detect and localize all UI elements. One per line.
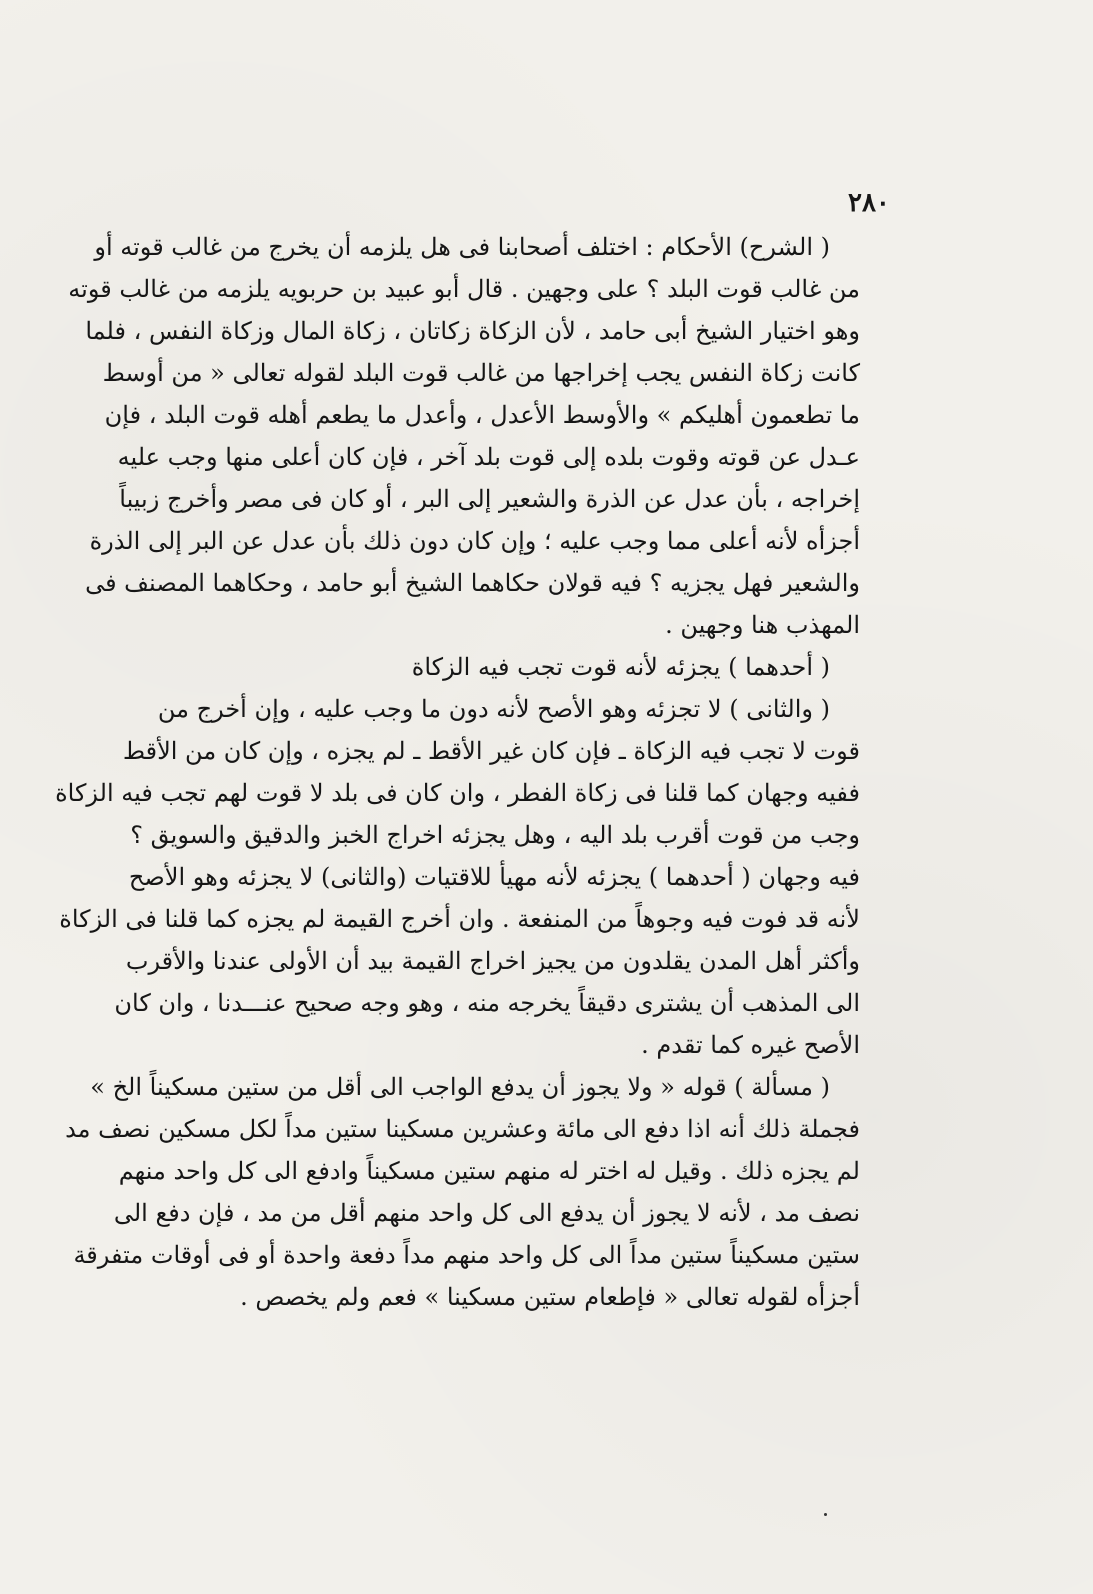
text-line: ستين مسكيناً ستين مداً الى كل واحد منهم مداً دفعة واحدة أو فى أوقات متفرقة (73, 1241, 860, 1269)
text-line: ( أحدهما ) يجزئه لأنه قوت تجب فيه الزكاة (411, 653, 830, 681)
text-line: ففيه وجهان كما قلنا فى زكاة الفطر ، وان كان فى بلد لا قوت لهم تجب فيه الزكاة (55, 779, 860, 807)
paragraph-second-view (55, 688, 860, 1066)
body-text (55, 226, 860, 1318)
scan-speck (824, 1513, 827, 1516)
text-line: فجملة ذلك أنه اذا دفع الى مائة وعشرين مسكينا ستين مداً لكل مسكين نصف مد (65, 1115, 860, 1143)
text-line: نصف مد ، لأنه لا يجوز أن يدفع الى كل واحد منهم أقل من مد ، فإن دفع الى (113, 1199, 860, 1227)
text-line: أجزأه لقوله تعالى « فإطعام ستين مسكينا » فعم ولم يخصص . (240, 1283, 860, 1311)
text-line: عـدل عن قوته وقوت بلده إلى قوت بلد آخر ، فإن كان أعلى منها وجب عليه (117, 443, 860, 471)
text-line: وجب من قوت أقرب بلد اليه ، وهل يجزئه اخراج الخبز والدقيق والسويق ؟ (130, 821, 860, 849)
text-line: المهذب هنا وجهين . (665, 611, 860, 639)
text-line: الى المذهب أن يشترى دقيقاً يخرجه منه ، وهو وجه صحيح عنـــدنا ، وان كان (114, 989, 860, 1017)
text-line: فيه وجهان ( أحدهما ) يجزئه لأنه مهيأ للاقتيات (والثانى) لا يجزئه وهو الأصح (128, 863, 860, 891)
text-line: وهو اختيار الشيخ أبى حامد ، لأن الزكاة زكاتان ، زكاة المال وزكاة النفس ، فلما (85, 317, 860, 345)
text-line: قوت لا تجب فيه الزكاة ـ فإن كان غير الأقط ـ لم يجزه ، وإن كان من الأقط (122, 737, 860, 765)
text-line: ( مسألة ) قوله « ولا يجوز أن يدفع الواجب الى أقل من ستين مسكيناً الخ » (90, 1073, 830, 1101)
text-line: لأنه قد فوت فيه وجوهاً من المنفعة . وان أخرج القيمة لم يجزه كما قلنا فى الزكاة (59, 905, 860, 933)
text-line: أجزأه لأنه أعلى مما وجب عليه ؛ وإن كان دون ذلك بأن عدل عن البر إلى الذرة (89, 527, 860, 555)
text-line: كانت زكاة النفس يجب إخراجها من غالب قوت البلد لقوله تعالى « من أوسط (102, 359, 860, 387)
text-line: ( والثانى ) لا تجزئه وهو الأصح لأنه دون ما وجب عليه ، وإن أخرج من (157, 695, 830, 723)
paragraph-commentary (68, 226, 860, 646)
text-line: لم يجزه ذلك . وقيل له اختر له منهم ستين مسكيناً وادفع الى كل واحد منهم (118, 1157, 860, 1185)
text-line: إخراجه ، بأن عدل عن الذرة والشعير إلى البر ، أو كان فى مصر وأخرج زبيباً (119, 485, 860, 513)
text-line: والشعير فهل يجزيه ؟ فيه قولان حكاهما الشيخ أبو حامد ، وحكاهما المصنف فى (85, 569, 860, 597)
paragraph-issue (65, 1066, 860, 1318)
text-line: ( الشرح) الأحكام : اختلف أصحابنا فى هل يلزمه أن يخرج من غالب قوته أو (94, 233, 830, 261)
text-line: وأكثر أهل المدن يقلدون من يجيز اخراج القيمة بيد أن الأولى عندنا والأقرب (125, 947, 860, 975)
text-line: من غالب قوت البلد ؟ على وجهين . قال أبو عبيد بن حربويه يلزمه من غالب قوته (68, 275, 860, 303)
text-line: ما تطعمون أهليكم » والأوسط الأعدل ، وأعدل ما يطعم أهله قوت البلد ، فإن (104, 401, 860, 429)
paragraph-first-view (160, 646, 860, 688)
text-line: الأصح غيره كما تقدم . (641, 1031, 860, 1059)
page-number: ٢٨٠ (848, 188, 890, 218)
